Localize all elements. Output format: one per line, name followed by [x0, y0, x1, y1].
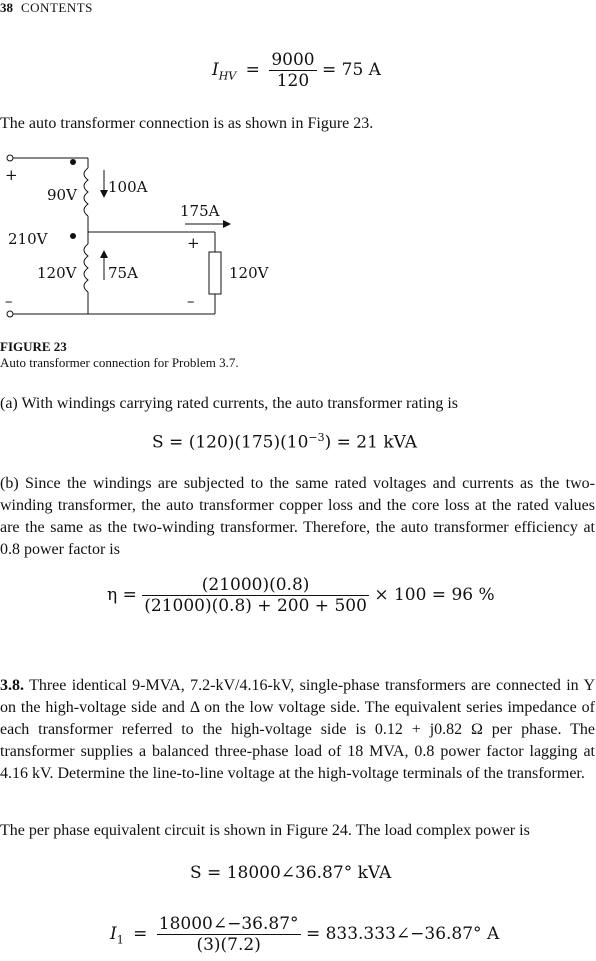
- arrow-down-100a: [100, 190, 108, 198]
- eq-s-rating-right: ) = 21 kVA: [324, 432, 418, 453]
- eq-ihv-numerator: 9000: [271, 50, 315, 70]
- paragraph-a: (a) With windings carrying rated currents, the auto transformer rating is: [0, 395, 459, 412]
- terminal-top: [7, 155, 13, 161]
- paragraph-b: (b) Since the windings are subjected to the same rated voltages and currents as the two-winding transformer, the auto transformer copper loss and the core loss at the rated values are the same as the two-winding transformer. Therefore, the auto transformer efficiency at 0.8 power factor is: [0, 475, 595, 558]
- paragraph-auto-intro: The auto transformer connection is as shown in Figure 23.: [0, 115, 374, 132]
- label-90v: 90V: [47, 186, 77, 204]
- problem-text: Three identical 9-MVA, 7.2-kV/4.16-kV, single-phase transformers are connected in Y on the high-voltage side and Δ on the low voltage side. The equivalent series impedance of each transformer referred to the high-voltage side is 0.12 + j0.82 Ω per phase. The transformer supplies a balanced three-phase load of 18 MVA, 0.8 power factor lagging at 4.16 kV. Determine the line-to-line voltage at the high-voltage terminals of the transformer.: [0, 677, 595, 782]
- eq-i1-fraction: [157, 914, 301, 955]
- figure-23-circuit: [0, 148, 300, 338]
- equation-s-load: S = 18000∠36.87° kVA: [190, 863, 392, 883]
- eq-s-rating-left: S = (120)(175)(10: [152, 432, 309, 453]
- eq-eta-fraction: [142, 575, 369, 616]
- label-210v: 210V: [8, 230, 48, 248]
- polarity-dot-upper: [70, 159, 76, 165]
- label-plus-load: +: [187, 234, 200, 252]
- eq-ihv-fraction: [269, 50, 316, 91]
- eq-ihv-result: = 75 A: [322, 60, 381, 80]
- winding-upper: [84, 168, 88, 216]
- arrow-right-175a: [223, 220, 231, 228]
- equation-ihv: $I_{HV}$ = $\frac{9000}{120}$ = 75 A: [212, 50, 381, 91]
- label-minus-left: –: [5, 292, 13, 310]
- load-resistor: [209, 252, 221, 294]
- terminal-bottom: [7, 311, 13, 317]
- problem-3-8: [0, 675, 595, 785]
- page-number: 38: [0, 0, 13, 15]
- eq-i1-result: = 833.333∠−36.87° A: [305, 924, 500, 944]
- label-120v-right: 120V: [229, 264, 269, 282]
- section-title: CONTENTS: [21, 0, 93, 15]
- running-head: [0, 0, 93, 16]
- arrow-up-75a: [100, 250, 108, 258]
- eq-eta-denominator: (21000)(0.8) + 200 + 500: [144, 596, 367, 616]
- eq-i1-denominator: (3)(7.2): [157, 934, 301, 955]
- equation-i1: $I_1$ = $\frac{18000\angle-36.87^\circ}{(3)(7.2)}$ = 833.333∠−36.87° A: [110, 914, 500, 955]
- eq-eta-symbol: η =: [107, 585, 137, 605]
- eq-i1-symbol: I: [110, 924, 117, 944]
- polarity-dot-lower: [70, 233, 76, 239]
- figure-caption-text: Auto transformer connection for Problem 3.7.: [0, 355, 239, 370]
- problem-number: 3.8.: [0, 677, 24, 694]
- label-120v-left: 120V: [37, 264, 77, 282]
- winding-lower: [84, 244, 88, 292]
- label-175a: 175A: [180, 202, 220, 220]
- eq-ihv-symbol: I: [212, 60, 219, 80]
- eq-i1-numerator: 18000∠−36.87°: [158, 914, 299, 934]
- equation-s-rating: [152, 431, 417, 453]
- eq-ihv-denominator: 120: [269, 70, 316, 91]
- label-plus-left: +: [5, 166, 18, 184]
- eq-eta-numerator: (21000)(0.8): [201, 575, 310, 595]
- eq-ihv-subscript: HV: [218, 69, 237, 83]
- label-75a: 75A: [108, 264, 138, 282]
- eq-s-rating-exponent: −3: [308, 431, 325, 444]
- label-minus-load: –: [187, 292, 195, 310]
- eq-eta-result: × 100 = 96 %: [374, 585, 495, 605]
- label-100a: 100A: [108, 178, 148, 196]
- paragraph-per-phase: The per phase equivalent circuit is shown in Figure 24. The load complex power is: [0, 822, 530, 839]
- equation-efficiency: [107, 575, 495, 616]
- eq-i1-subscript: 1: [116, 933, 124, 947]
- figure-caption-title: FIGURE 23: [0, 339, 67, 354]
